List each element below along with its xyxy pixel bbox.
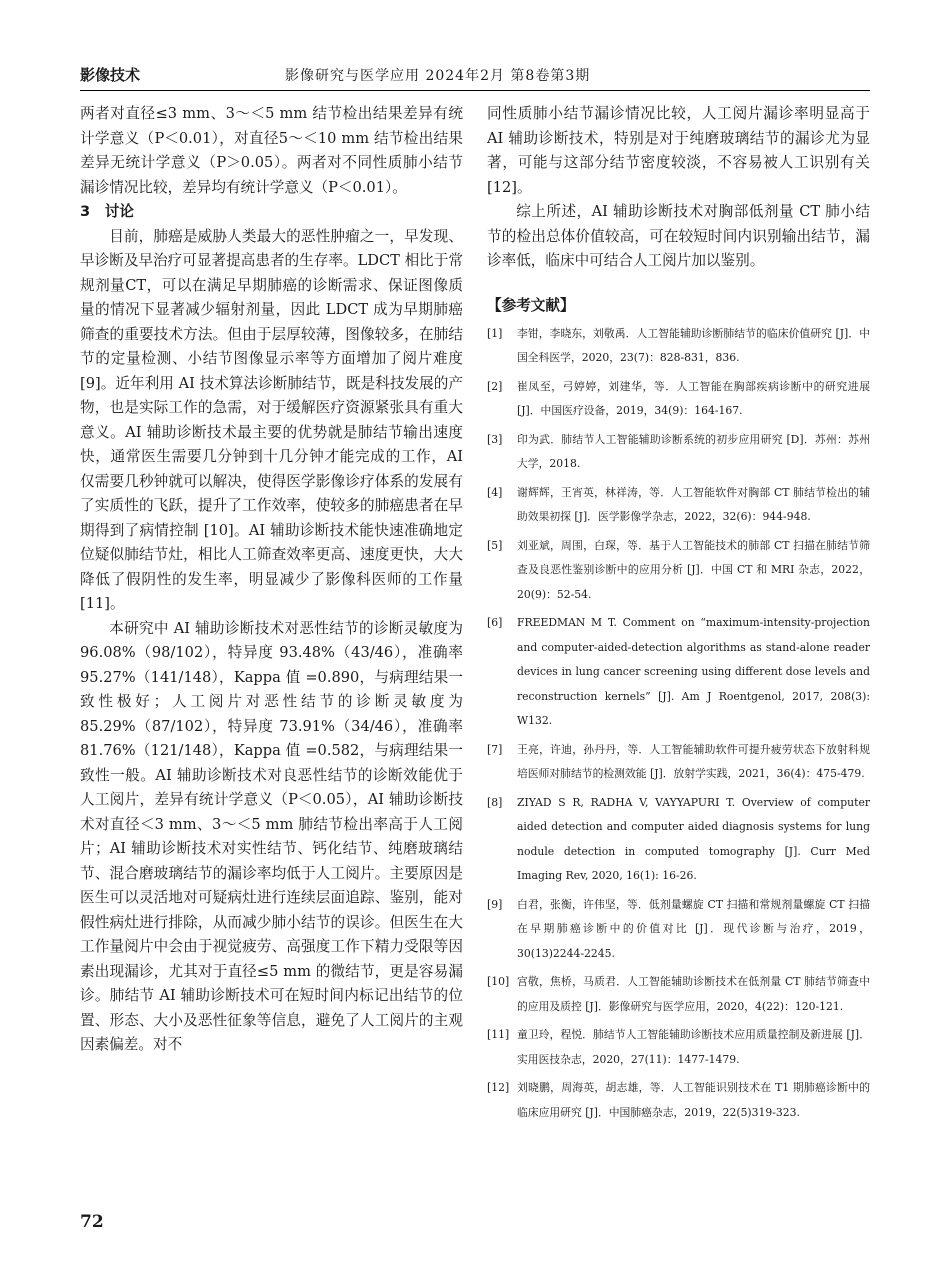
reference-item <box>487 375 870 424</box>
reference-list <box>487 322 870 1126</box>
reference-number: [7] <box>487 742 503 756</box>
paragraph-results-end: 两者对直径≤3 mm、3～＜5 mm 结节检出结果差异有统计学意义（P＜0.01），对直径5～＜10 mm 结节检出结果差异无统计学意义（P＞0.05）。两者对不同性质肺小结节漏诊情况比较，差异均有统计学意义（P＜0.01）。 <box>80 105 463 196</box>
reference-number: [3] <box>487 432 503 446</box>
paragraph-conclusion: 综上所述，AI 辅助诊断技术对胸部低剂量 CT 肺小结节的检出总体价值较高，可在较短时间内识别输出结节，漏诊率低，临床中可结合人工阅片加以鉴别。 <box>487 203 870 269</box>
reference-text: 童卫玲，程悦．肺结节人工智能辅助诊断技术应用质量控制及新进展 [J]．实用医技杂志，2020，27(11)：1477-1479. <box>517 1028 870 1066</box>
paragraph-discussion-1: 目前，肺癌是威胁人类最大的恶性肿瘤之一，早发现、早诊断及早治疗可显著提高患者的生存率。LDCT 相比于常规剂量CT，可以在满足早期肺癌的诊断需求、保证图像质量的情况下显著减少辐射剂量，因此 LDCT 成为早期肺癌筛查的重要技术方法。但由于层厚较薄，图像较多，在肺结节的定量检测、小结节图像显示率等方面增加了阅片难度 [9]。近年利用 AI 技术算法诊断肺结节，既是科技发展的产物，也是实际工作的急需，对于缓解医疗资源紧张具有重大意义。AI 辅助诊断技术最主要的优势就是肺结节输出速度快，通常医生需要几分钟到十几分钟才能完成的工作，AI 仅需要几秒钟就可以解决，使得医学影像诊疗体系的发展有了实质性的飞跃，提升了工作效率，使较多的肺癌患者在早期得到了病情控制 [10]。AI 辅助诊断技术能快速准确地定位疑似肺结节灶，相比人工筛查效率更高、速度更快，大大降低了假阴性的发生率，明显减少了影像科医师的工作量 [11]。 <box>80 227 463 612</box>
reference-number: [11] <box>487 1028 510 1041</box>
reference-text: 宫敬，焦桥，马质君．人工智能辅助诊断技术在低剂量 CT 肺结节筛查中的应用及质控 [J]．影像研究与医学应用，2020，4(22)：120-121. <box>517 975 870 1013</box>
section-label: 影像技术 <box>80 66 141 84</box>
reference-text: 刘晓鹏，周海英，胡志雄，等．人工智能识别技术在 T1 期肺癌诊断中的临床应用研究 [J]．中国肺癌杂志，2019，22(5)319-323. <box>517 1081 870 1119</box>
reference-number: [9] <box>487 897 503 911</box>
reference-item <box>487 322 870 371</box>
paragraph-discussion-3: 同性质肺小结节漏诊情况比较，人工阅片漏诊率明显高于 AI 辅助诊断技术，特别是对于纯磨玻璃结节的漏诊尤为显著，可能与这部分结节密度较淡，不容易被人工识别有关 [12]。 <box>487 105 870 196</box>
reference-item <box>487 428 870 477</box>
reference-text: 王亮，许迪，孙丹丹，等．人工智能辅助软件可提升疲劳状态下放射科规培医师对肺结节的检测效能 [J]．放射学实践，2021，36(4)：475-479. <box>517 742 870 780</box>
reference-number: [8] <box>487 795 503 809</box>
paragraph-discussion-2: 本研究中 AI 辅助诊断技术对恶性结节的诊断灵敏度为 96.08%（98/102），特异度 93.48%（43/46），准确率 95.27%（141/148），Kappa 值 =0.890，与病理结果一致性极好；人工阅片对恶性结节的诊断灵敏度为 85.29%（87/102），特异度 73.91%（34/46），准确率 81.76%（121/148），Kappa 值 =0.582，与病理结果一致性一般。AI 辅助诊断技术对良恶性结节的诊断效能优于人工阅片，差异有统计学意义（P＜0.05），AI 辅助诊断技术对直径＜3 mm、3～＜5 mm 肺结节检出率高于人工阅片；AI 辅助诊断技术对实性结节、钙化结节、纯磨玻璃结节、混合磨玻璃结节的漏诊率均低于人工阅片。主要原因是医生可以灵活地对可疑病灶进行连续层面追踪、鉴别，能对假性病灶进行排除，从而减少肺小结节的误诊。但医生在大工作量阅片中会由于视觉疲劳、高强度工作下精力受限等因素出现漏诊，尤其对于直径≤5 mm 的微结节，更是容易漏诊。肺结节 AI 辅助诊断技术可在短时间内标记出结节的位置、形态、大小及恶性征象等信息，避免了人工阅片的主观因素偏差。对不 <box>80 619 463 1053</box>
references-title: 【参考文献】 <box>487 296 575 314</box>
reference-item <box>487 738 870 787</box>
right-column <box>487 102 870 1129</box>
left-column <box>80 102 463 1058</box>
reference-number: [4] <box>487 485 503 499</box>
reference-number: [6] <box>487 616 503 629</box>
reference-item <box>487 611 870 734</box>
reference-item <box>487 481 870 530</box>
reference-number: [2] <box>487 379 503 393</box>
reference-number: [10] <box>487 975 510 988</box>
reference-number: [12] <box>487 1081 510 1094</box>
reference-number: [5] <box>487 538 503 552</box>
reference-item <box>487 893 870 967</box>
reference-text: ZIYAD S R, RADHA V, VAYYAPURI T. Overview of computer aided detection and computer aided diagnosis systems for lung nodule detection in computed tomography [J]. Curr Med Imaging Rev, 2020, 16(1): 16-26. <box>517 795 870 882</box>
reference-text: 印为武．肺结节人工智能辅助诊断系统的初步应用研究 [D]．苏州：苏州大学，2018. <box>517 432 870 470</box>
reference-item <box>487 534 870 608</box>
reference-item <box>487 791 870 889</box>
reference-text: 李钳，李晓东，刘敬禹．人工智能辅助诊断肺结节的临床价值研究 [J]．中国全科医学，2020，23(7)：828-831，836. <box>517 326 870 364</box>
page-header <box>80 64 870 86</box>
reference-item <box>487 1076 870 1125</box>
reference-item <box>487 1023 870 1072</box>
journal-info: 影像研究与医学应用 2024年2月 第8卷第3期 <box>285 68 591 84</box>
section-heading-discussion: 3 讨论 <box>80 203 134 220</box>
reference-text: 刘亚斌，周围，白琛，等．基于人工智能技术的肺部 CT 扫描在肺结节筛查及良恶性鉴别诊断中的应用分析 [J]．中国 CT 和 MRI 杂志，2022，20(9)：52-54. <box>517 538 870 601</box>
reference-text: 谢辉辉，王宵英，林祥涛，等．人工智能软件对胸部 CT 肺结节检出的辅助效果初探 [J]．医学影像学杂志，2022，32(6)：944-948. <box>517 485 870 523</box>
reference-text: 崔凤至，弓婷婷，刘建华，等．人工智能在胸部疾病诊断中的研究进展 [J]．中国医疗设备，2019，34(9)：164-167. <box>517 379 870 417</box>
reference-item <box>487 970 870 1019</box>
page-number: 72 <box>80 1212 104 1232</box>
header-rule <box>80 90 870 91</box>
reference-text: 白君，张衡，许伟坚，等．低剂量螺旋 CT 扫描和常规剂量螺旋 CT 扫描在早期肺癌诊断中的价值对比 [J]．现代诊断与治疗，2019，30(13)2244-2245. <box>517 897 870 960</box>
reference-number: [1] <box>487 326 503 340</box>
reference-text: FREEDMAN M T. Comment on “maximum-intensity-projection and computer-aided-detection algorithms as stand-alone reader devices in lung cancer screening using different dose levels and reconstruction kernels” [J]. Am J Roentgenol, 2017, 208(3): W132. <box>517 616 870 727</box>
